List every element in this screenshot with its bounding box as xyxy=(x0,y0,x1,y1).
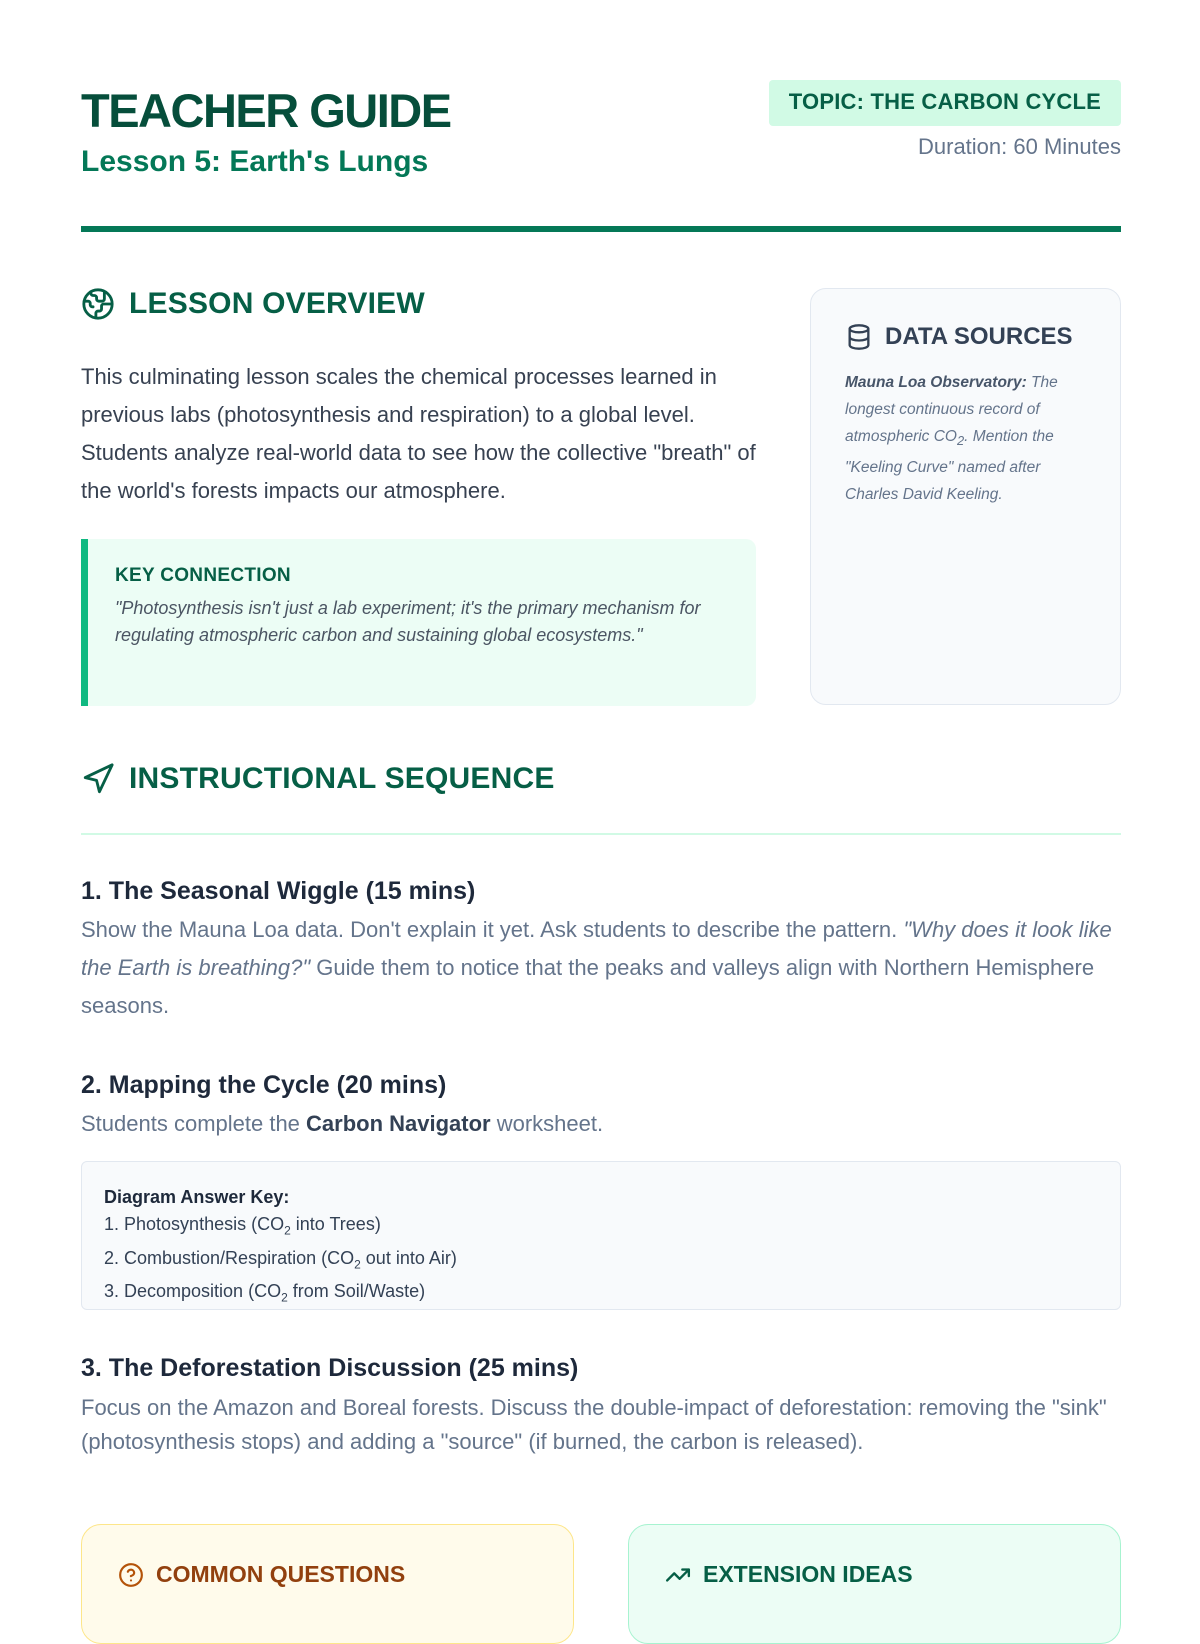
answer-key-subscript: 2 xyxy=(284,1223,291,1238)
source-text-2: . Mention the "Keeling Curve" named after Charles David Keeling. xyxy=(845,428,1054,504)
overview-heading xyxy=(81,287,425,321)
worksheet-name: Carbon Navigator xyxy=(306,1111,491,1136)
overview-paragraph: This culminating lesson scales the chemical processes learned in previous labs (photosynthesis and respiration) to a global level. Students analyze real-world data to see how the collective "breath" of the world's forests impacts our atmosphere. xyxy=(81,364,756,503)
common-questions-card xyxy=(81,1524,574,1644)
step-1-question: "Why does it look like the Earth is breathing?" xyxy=(81,917,1112,980)
callout-quote: "Photosynthesis isn't just a lab experiment; it's the primary mechanism for regulating atmospheric carbon and sustaining global ecosystems." xyxy=(115,598,701,645)
data-sources-label: DATA SOURCES xyxy=(885,323,1073,350)
duration-label: Duration: 60 Minutes xyxy=(918,134,1121,159)
data-sources-heading xyxy=(845,323,1090,351)
step-1-text xyxy=(81,911,1121,1025)
answer-key-subscript: 2 xyxy=(354,1257,361,1272)
page-title: TEACHER GUIDE xyxy=(81,84,451,137)
step-1-text-a: Show the Mauna Loa data. Don't explain it yet. Ask students to describe the pattern. xyxy=(81,917,904,942)
sequence-heading-label: INSTRUCTIONAL SEQUENCE xyxy=(129,762,555,795)
sequence-divider xyxy=(81,833,1121,835)
source-text-1: The longest continuous record of atmospheric CO xyxy=(845,374,1058,445)
answer-key-item xyxy=(104,1211,1098,1245)
data-sources-text xyxy=(845,369,1090,508)
header-divider xyxy=(81,226,1121,232)
common-questions-heading xyxy=(118,1561,537,1588)
step-2-title: 2. Mapping the Cycle (20 mins) xyxy=(81,1071,447,1099)
overview-heading-label: LESSON OVERVIEW xyxy=(129,287,425,320)
navigation-arrow-icon xyxy=(81,762,115,796)
source-subscript: 2 xyxy=(956,433,965,449)
lesson-subtitle: Lesson 5: Earth's Lungs xyxy=(81,145,429,178)
step-2-text-a: Students complete the xyxy=(81,1111,307,1136)
answer-key-item-text: from Soil/Waste) xyxy=(287,1281,426,1302)
answer-key-item-text: 3. Decomposition (CO xyxy=(104,1281,282,1302)
answer-key-item-text: 2. Combustion/Respiration (CO xyxy=(104,1247,355,1268)
step-1-title: 1. The Seasonal Wiggle (15 mins) xyxy=(81,877,476,905)
globe-icon xyxy=(81,287,115,321)
topic-badge: TOPIC: THE CARBON CYCLE xyxy=(769,80,1121,126)
answer-key-box xyxy=(81,1161,1121,1310)
key-connection-callout xyxy=(81,539,756,706)
common-questions-label: COMMON QUESTIONS xyxy=(156,1561,406,1587)
step-1-text-b: Guide them to notice that the peaks and valleys align with Northern Hemisphere seasons. xyxy=(81,955,1095,1018)
trending-up-icon xyxy=(665,1562,691,1588)
answer-key-item-text: out into Air) xyxy=(360,1247,457,1268)
answer-key-item xyxy=(104,1278,1098,1312)
sequence-heading xyxy=(81,762,555,796)
extension-ideas-card xyxy=(628,1524,1121,1644)
step-2-text xyxy=(81,1109,1121,1139)
answer-key-item-text: 1. Photosynthesis (CO xyxy=(104,1214,285,1234)
answer-key-title: Diagram Answer Key: xyxy=(104,1187,290,1207)
database-icon xyxy=(845,323,873,351)
step-3-text: Focus on the Amazon and Boreal forests. Discuss the double-impact of deforestation: removing the "sink" (photosynthesis stops) and adding a "source" (if burned, the carbon is released). xyxy=(81,1395,1107,1454)
callout-label: KEY CONNECTION xyxy=(115,565,291,586)
source-name: Mauna Loa Observatory: xyxy=(845,374,1027,391)
help-circle-icon xyxy=(118,1562,144,1588)
answer-key-item xyxy=(104,1245,1098,1279)
step-2-text-b: worksheet. xyxy=(490,1111,604,1136)
data-sources-card xyxy=(810,288,1121,705)
step-3-title: 3. The Deforestation Discussion (25 mins) xyxy=(81,1354,579,1382)
extension-ideas-heading xyxy=(665,1561,1084,1588)
answer-key-item-text: into Trees) xyxy=(290,1214,381,1234)
extension-ideas-label: EXTENSION IDEAS xyxy=(703,1561,913,1587)
answer-key-subscript: 2 xyxy=(281,1290,288,1305)
